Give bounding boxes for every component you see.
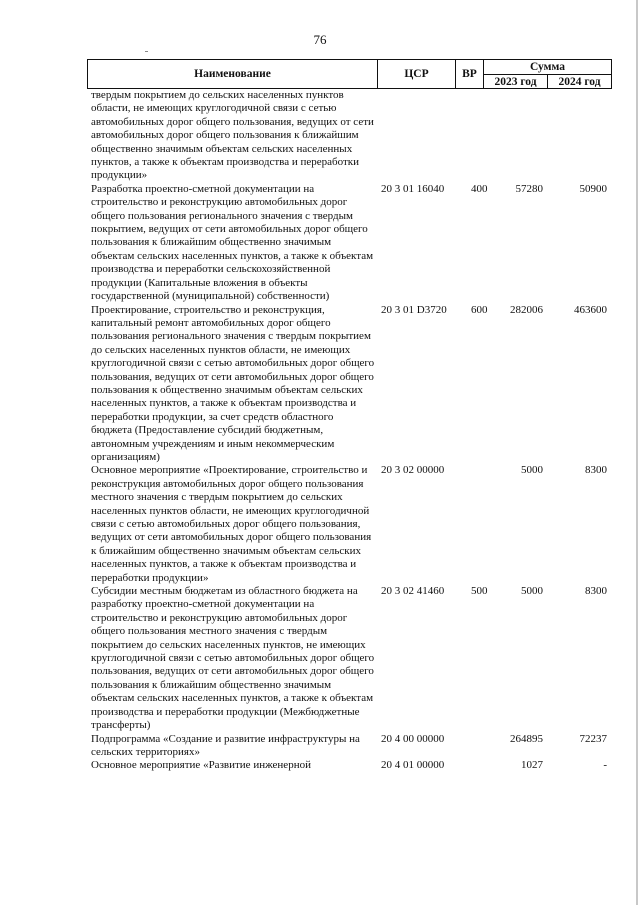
table-row bbox=[87, 183, 611, 304]
row-sum-2023: 1027 bbox=[521, 759, 543, 772]
row-name: Разработка проектно-сметной документации на строительство и реконструкцию автомобильных дорог общего пользования регионального значения с твердым покрытием, ведущих от сети автомобильных дорог общего пользования к ближайшим общественно значимым объектам сельских населенных пунктов, а также к объектам производства и переработки сельскохозяйственной продукции (Капитальные вложения в объекты государственной (муниципальной) собственности) bbox=[91, 182, 374, 303]
row-csr bbox=[377, 89, 465, 183]
header-csr: ЦСР bbox=[378, 60, 456, 89]
header-year-2023: 2023 год bbox=[484, 75, 548, 89]
row-vr: 400 bbox=[471, 182, 488, 195]
header-year-2024: 2024 год bbox=[548, 75, 612, 89]
row-vr bbox=[465, 759, 493, 772]
row-csr: 20 3 01 D3720 bbox=[381, 303, 447, 316]
page-number: 76 bbox=[313, 32, 327, 47]
row-sum-2023: 264895 bbox=[510, 732, 543, 745]
scan-speck bbox=[145, 51, 148, 52]
table-body bbox=[87, 89, 611, 773]
table-row bbox=[87, 759, 611, 772]
row-sum-2024: 72237 bbox=[579, 732, 607, 745]
row-vr: 600 bbox=[471, 303, 488, 316]
header-vr: ВР bbox=[456, 60, 484, 89]
table-header bbox=[87, 59, 612, 89]
row-sum-2023: 57280 bbox=[515, 182, 543, 195]
table-row bbox=[87, 89, 611, 183]
row-sum-2024: 463600 bbox=[574, 303, 607, 316]
row-sum-2023 bbox=[493, 89, 543, 183]
row-sum-2023: 5000 bbox=[521, 464, 543, 477]
row-csr: 20 4 01 00000 bbox=[381, 759, 445, 772]
row-sum-2024: 50900 bbox=[579, 182, 607, 195]
row-vr bbox=[465, 733, 493, 760]
table-row bbox=[87, 304, 611, 465]
header-name: Наименование bbox=[88, 60, 378, 89]
row-name: Основное мероприятие «Проектирование, строительство и реконструкция автомобильных дорог общего пользования местного значения с твердым покрытием до сельских населенных пунктов области, не имеющих круглогодичной связи с сетью автомобильных дорог общего пользования, ведущих от сети автомобильных дорог общего пользования к ближайшим общественно значимым объектам сельских населенных пунктов, а также к объектам производства и переработки продукции» bbox=[91, 464, 372, 584]
row-sum-2024: - bbox=[603, 759, 607, 772]
row-name: Основное мероприятие «Развитие инженерной bbox=[91, 759, 311, 772]
row-vr bbox=[465, 464, 493, 585]
row-csr: 20 4 00 00000 bbox=[381, 732, 445, 745]
row-csr: 20 3 02 41460 bbox=[381, 585, 445, 598]
row-sum-2023: 282006 bbox=[510, 303, 543, 316]
budget-table bbox=[87, 59, 611, 773]
row-name: Субсидии местным бюджетам из областного бюджета на разработку проектно-сметной документации на строительство и реконструкцию автомобильных дорог общего пользования местного значения с твердым покрытием до сельских населенных пунктов, не имеющих круглогодичной связи с сетью автомобильных дорог общего пользования, ведущих от сети автомобильных дорог общего пользования к ближайшим общественно значимым объектам сельских населенных пунктов, а также к объектам производства и переработки продукции (Межбюджетные трансферты) bbox=[91, 585, 375, 732]
row-sum-2023: 5000 bbox=[521, 585, 543, 598]
row-name: твердым покрытием до сельских населенных пунктов области, не имеющих круглогодичной связи с сетью автомобильных дорог общего пользования, ведущих от сети автомобильных дорог общего пользования к ближайшим общественно значимым объектам сельских населенных пунктов, а также к объектам производства и переработки продукции» bbox=[91, 89, 374, 182]
row-sum-2024: 8300 bbox=[585, 464, 607, 477]
scan-edge bbox=[636, 0, 638, 905]
table-row bbox=[87, 733, 611, 760]
row-sum-2024 bbox=[543, 89, 607, 183]
row-vr bbox=[465, 89, 493, 183]
table-row bbox=[87, 464, 611, 585]
row-csr: 20 3 01 16040 bbox=[381, 182, 445, 195]
row-csr: 20 3 02 00000 bbox=[381, 464, 445, 477]
header-sum: Сумма bbox=[484, 60, 612, 75]
row-vr: 500 bbox=[471, 585, 488, 598]
table-row bbox=[87, 585, 611, 732]
row-sum-2024: 8300 bbox=[585, 585, 607, 598]
row-name: Проектирование, строительство и реконструкция, капитальный ремонт автомобильных дорог общего пользования регионального значения с твердым покрытием до сельских населенных пунктов области, не имеющих круглогодичной связи с сетью автомобильных дорог общего пользования, ведущих от сети автомобильных дорог общего пользования к общественно значимым объектам сельских населенных пунктов, а также к объектам производства и переработки продукции, за счет средств областного бюджета (Предоставление субсидий бюджетным, автономным учреждениям и иным некоммерческим организациям) bbox=[91, 303, 375, 463]
row-name: Подпрограмма «Создание и развитие инфраструктуры на сельских территориях» bbox=[91, 732, 360, 758]
